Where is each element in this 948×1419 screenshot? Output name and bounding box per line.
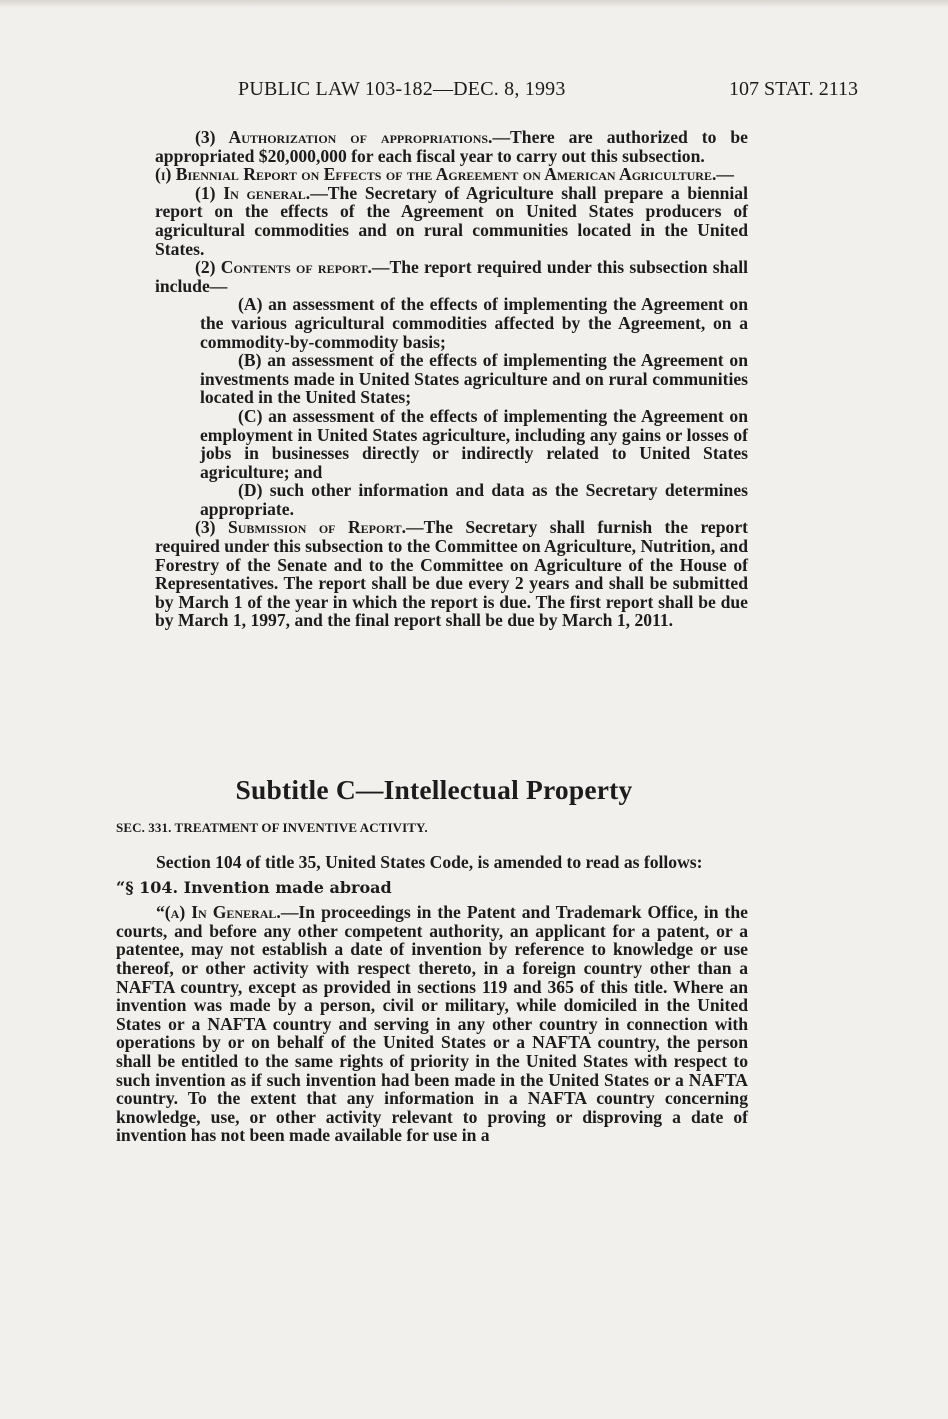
upper-text-block (155, 128, 748, 630)
paragraph-text: —The Secretary shall furnish the report required under this subsection to the Committee on Agriculture, Nutrition, and Forestry of the Senate and to the Committee on Agriculture of the House of Representatives. The report shall be due every 2 years and shall be submitted by March 1 of the year in which the report is due. The first report shall be due by March 1, 1997, and the final report shall be due by March 1, 2011. (155, 517, 748, 631)
paragraph-contents-of-report (155, 258, 748, 295)
header-stat-page: 107 STAT. 2113 (729, 78, 858, 100)
paragraph-label: (3) Authorization of appropriations. (195, 127, 493, 147)
paragraph-label: (1) In general. (195, 182, 311, 203)
paragraph-in-general (155, 184, 748, 258)
subparagraph-c: (C) an assessment of the effects of implementing the Agreement on employment in United States agriculture, including any gains or losses of jobs in businesses directly or indirectly related to United States agriculture; and (200, 405, 748, 482)
running-header (0, 78, 948, 106)
paragraph-label: (2) Contents of report. (195, 257, 372, 278)
subparagraph-d: (D) such other information and data as the Secretary determines appropriate. (200, 480, 748, 519)
subparagraph-list (155, 295, 748, 518)
lower-text-block (116, 853, 748, 1145)
page-edge (0, 0, 948, 8)
paragraph-biennial-report (155, 165, 748, 184)
subparagraph-a: (A) an assessment of the effects of implementing the Agreement on the various agricultural commodities affected by the Agreement, on a commodity-by-commodity basis; (200, 294, 748, 352)
paragraph-label: “(a) In General. (156, 902, 281, 923)
paragraph-text: —The report required under this subsection shall include— (155, 257, 748, 296)
section-heading: SEC. 331. TREATMENT OF INVENTIVE ACTIVITY. (116, 820, 428, 835)
section-104-title: “§ 104. Invention made abroad (116, 877, 392, 897)
paragraph-text: — (716, 164, 734, 185)
paragraph-text: —The Secretary of Agriculture shall prepare a biennial report on the effects of the Agreement on United States producers of agricultural commodities and on rural communities located in the United States. (155, 182, 748, 259)
subparagraph-b: (B) an assessment of the effects of implementing the Agreement on investments made in United States agriculture and on rural communities located in the United States; (200, 350, 748, 408)
paragraph-text: —There are authorized to be appropriated $20,000,000 for each fiscal year to carry out this subsection. (155, 127, 748, 166)
paragraph-label: (i) Biennial Report on Effects of the Agreement on American Agriculture. (155, 164, 717, 185)
section-intro: Section 104 of title 35, United States Code, is amended to read as follows: (156, 852, 703, 872)
section-104-heading (116, 878, 748, 898)
paragraph-label: (3) Submission of Report. (195, 517, 406, 538)
subtitle-heading: Subtitle C—Intellectual Property (235, 774, 633, 805)
header-title: PUBLIC LAW 103-182—DEC. 8, 1993 (238, 78, 566, 100)
paragraph-text: —In proceedings in the Patent and Trademark Office, in the courts, and before any other competent authority, an applicant for a patent, or a patentee, may not establish a date of invention by reference to knowledge or use thereof, or other activity with respect thereto, in a foreign country other than a NAFTA country, except as provided in sections 119 and 365 of this title. Where an invention was made by a person, civil or military, while domiciled in the United States or a NAFTA country and serving in any other country in connection with operations by or on behalf of the United States or a NAFTA country, the person shall be entitled to the same rights of priority in the United States with respect to such invention as if such invention had been made in the United States or a NAFTA country. To the extent that any information in a NAFTA country concerning knowledge, use, or other activity relevant to proving or disproving a date of invention has not been made available for use in a (116, 902, 748, 1146)
paragraph-authorization (155, 128, 748, 165)
section-104-a (116, 903, 748, 1145)
paragraph-submission (155, 518, 748, 630)
